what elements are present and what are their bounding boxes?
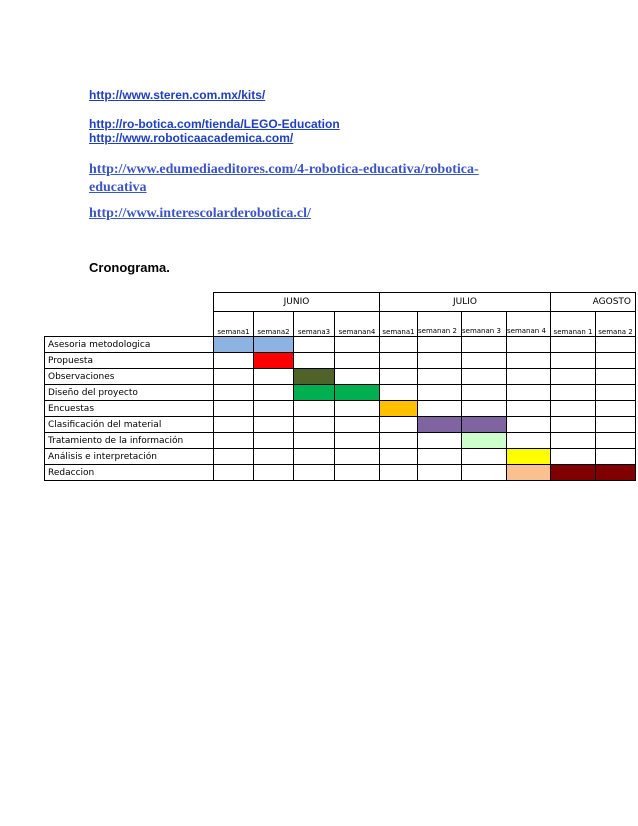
empty-cell [254, 449, 294, 465]
empty-cell [418, 369, 462, 385]
task-bar-cell [294, 385, 335, 401]
empty-cell [596, 417, 636, 433]
empty-cell [335, 353, 380, 369]
empty-cell [214, 433, 254, 449]
empty-cell [551, 353, 596, 369]
empty-cell [254, 433, 294, 449]
empty-cell [596, 449, 636, 465]
week-header: semanan 4 [507, 312, 551, 337]
task-bar-cell [551, 465, 596, 481]
empty-cell [294, 337, 335, 353]
empty-cell [294, 401, 335, 417]
empty-cell [294, 465, 335, 481]
empty-cell [551, 433, 596, 449]
empty-cell [254, 385, 294, 401]
task-bar-cell [335, 385, 380, 401]
empty-cell [551, 417, 596, 433]
task-bar-cell [462, 417, 507, 433]
empty-cell [462, 369, 507, 385]
empty-cell [507, 353, 551, 369]
empty-cell [551, 337, 596, 353]
task-bar-cell [507, 465, 551, 481]
empty-cell [335, 337, 380, 353]
task-bar-cell [596, 465, 636, 481]
empty-cell [507, 369, 551, 385]
task-label: Propuesta [45, 353, 214, 369]
empty-cell [214, 385, 254, 401]
empty-cell [335, 417, 380, 433]
link-roboticaacademica[interactable]: http://www.roboticaacademica.com/ [89, 131, 294, 145]
task-bar-cell [214, 337, 254, 353]
week-header: semanan 2 [418, 312, 462, 337]
cronograma-heading: Cronograma. [89, 260, 170, 275]
task-bar-cell [507, 449, 551, 465]
empty-cell [462, 401, 507, 417]
link-steren[interactable]: http://www.steren.com.mx/kits/ [89, 88, 266, 102]
task-bar-cell [254, 353, 294, 369]
link-ro-botica[interactable]: http://ro-botica.com/tienda/LEGO-Education [89, 117, 340, 131]
empty-cell [335, 401, 380, 417]
empty-cell [214, 449, 254, 465]
empty-cell [294, 417, 335, 433]
task-row [45, 369, 636, 385]
task-row [45, 401, 636, 417]
empty-cell [335, 433, 380, 449]
empty-cell [380, 417, 418, 433]
empty-cell [551, 369, 596, 385]
week-header: semana1 [380, 312, 418, 337]
week-header: semanan 1 [551, 312, 596, 337]
empty-cell [214, 369, 254, 385]
link-edumediaeditores[interactable]: http://www.edumediaeditores.com/4-robotica-educativa/robotica-educativa [89, 162, 479, 195]
empty-cell [254, 401, 294, 417]
task-bar-cell [254, 337, 294, 353]
empty-cell [214, 401, 254, 417]
empty-cell [462, 449, 507, 465]
task-label: Redaccion [45, 465, 214, 481]
empty-cell [254, 417, 294, 433]
task-label: Asesoria metodologica [45, 337, 214, 353]
empty-cell [214, 465, 254, 481]
task-bar-cell [380, 401, 418, 417]
month-junio: JUNIO [214, 293, 380, 312]
empty-cell [418, 385, 462, 401]
task-row [45, 385, 636, 401]
empty-cell [596, 433, 636, 449]
empty-cell [551, 385, 596, 401]
week-header: semanan4 [335, 312, 380, 337]
task-row [45, 353, 636, 369]
empty-cell [462, 353, 507, 369]
task-row [45, 417, 636, 433]
empty-cell [596, 337, 636, 353]
task-label: Clasificación del material [45, 417, 214, 433]
empty-cell [380, 449, 418, 465]
empty-cell [596, 369, 636, 385]
empty-cell [335, 465, 380, 481]
empty-cell [380, 385, 418, 401]
week-header: semana3 [294, 312, 335, 337]
task-row [45, 433, 636, 449]
empty-cell [294, 449, 335, 465]
empty-cell [380, 337, 418, 353]
empty-cell [418, 433, 462, 449]
week-header: semanan 3 [462, 312, 507, 337]
task-label: Diseño del proyecto [45, 385, 214, 401]
empty-cell [596, 353, 636, 369]
empty-cell [596, 401, 636, 417]
empty-cell [214, 353, 254, 369]
empty-cell [254, 465, 294, 481]
empty-cell [507, 337, 551, 353]
empty-cell [596, 385, 636, 401]
empty-cell [294, 353, 335, 369]
task-bar-cell [418, 417, 462, 433]
empty-cell [214, 417, 254, 433]
task-label: Tratamiento de la información [45, 433, 214, 449]
week-header: semana 2 [596, 312, 636, 337]
empty-cell [551, 401, 596, 417]
empty-cell [418, 337, 462, 353]
empty-cell [462, 337, 507, 353]
week-header: semana2 [254, 312, 294, 337]
empty-cell [507, 433, 551, 449]
empty-cell [462, 385, 507, 401]
month-agosto: AGOSTO [551, 293, 636, 312]
empty-cell [507, 385, 551, 401]
empty-cell [380, 433, 418, 449]
empty-cell [254, 369, 294, 385]
task-row [45, 337, 636, 353]
week-header: semana1 [214, 312, 254, 337]
task-label: Encuestas [45, 401, 214, 417]
empty-cell [418, 353, 462, 369]
empty-cell [335, 369, 380, 385]
task-row [45, 449, 636, 465]
empty-cell [418, 401, 462, 417]
task-bar-cell [462, 433, 507, 449]
empty-cell [418, 465, 462, 481]
empty-cell [418, 449, 462, 465]
link-interescolarderobotica[interactable]: http://www.interescolarderobotica.cl/ [89, 206, 311, 221]
empty-cell [335, 449, 380, 465]
empty-cell [551, 449, 596, 465]
empty-cell [380, 465, 418, 481]
month-julio: JULIO [380, 293, 551, 312]
empty-cell [294, 433, 335, 449]
schedule-table [44, 292, 636, 481]
empty-cell [462, 465, 507, 481]
task-row [45, 465, 636, 481]
empty-cell [507, 401, 551, 417]
task-bar-cell [294, 369, 335, 385]
task-label: Observaciones [45, 369, 214, 385]
empty-cell [380, 369, 418, 385]
task-label: Análisis e interpretación [45, 449, 214, 465]
empty-cell [507, 417, 551, 433]
empty-cell [380, 353, 418, 369]
